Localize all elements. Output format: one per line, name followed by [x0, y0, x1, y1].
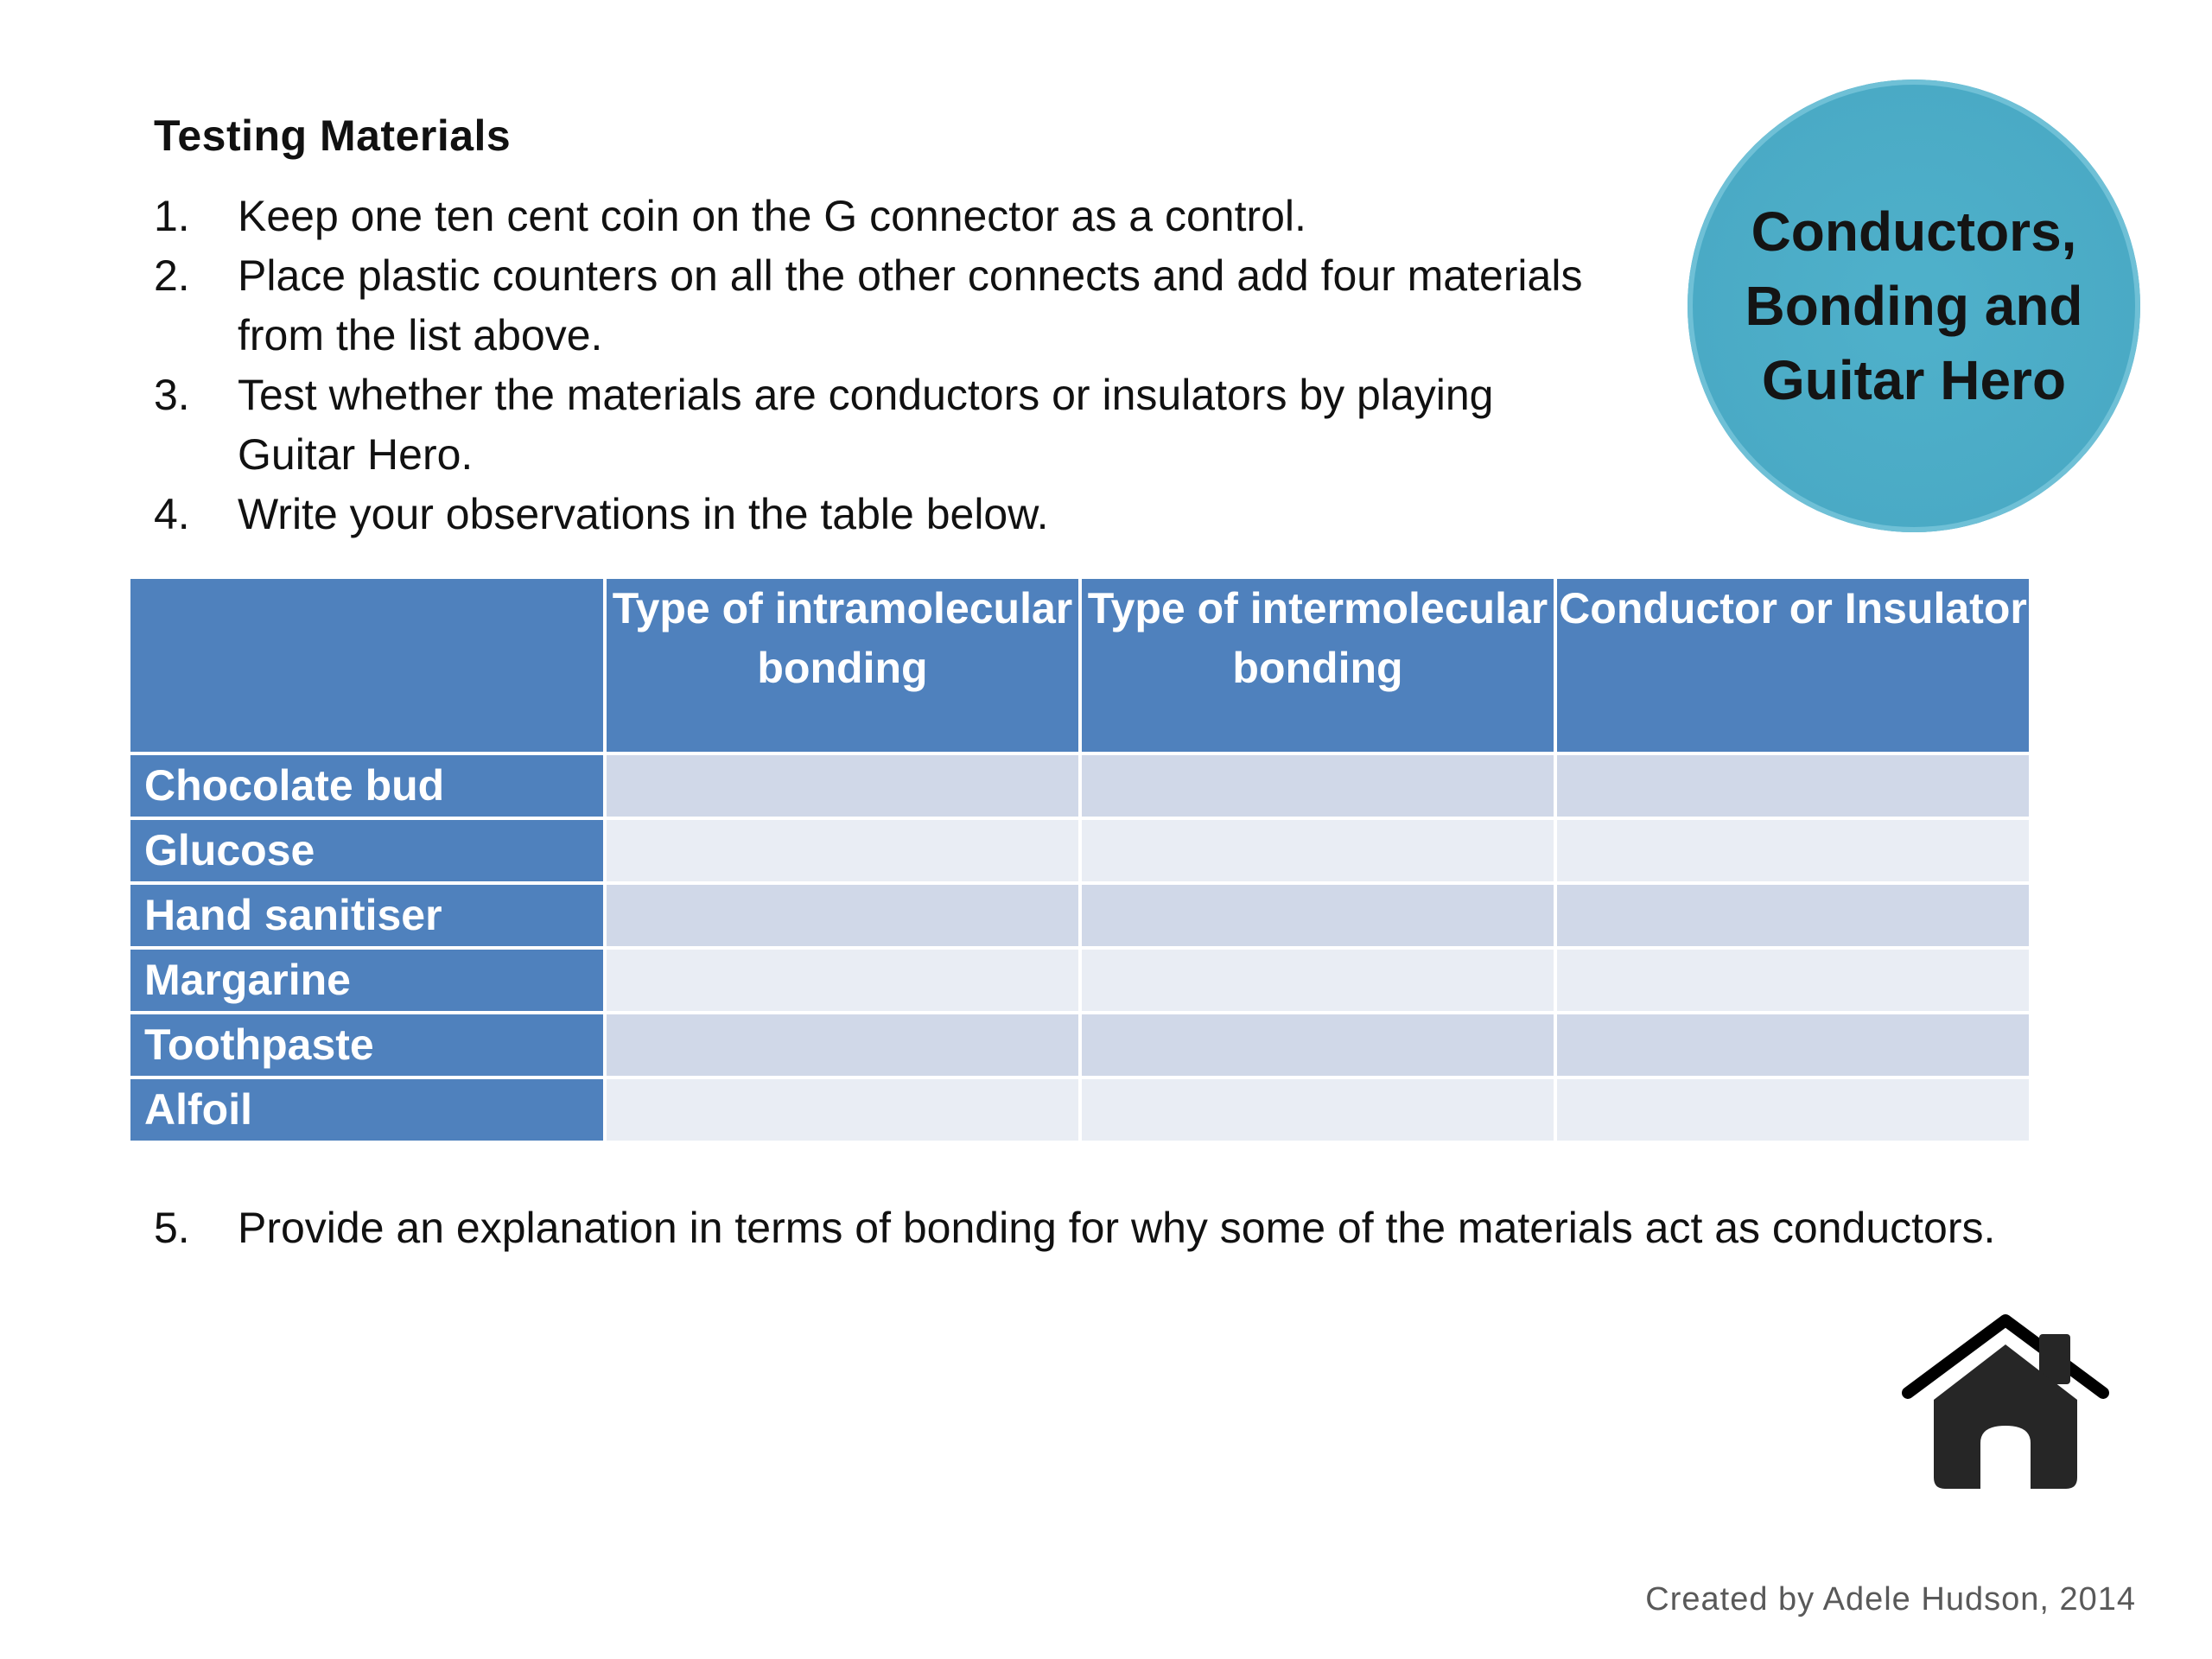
instruction-number: 2. [154, 251, 190, 300]
answer-cell[interactable] [607, 755, 1078, 817]
table-header-blank [130, 579, 603, 752]
table-row [130, 885, 2029, 946]
instruction-number: 1. [154, 192, 190, 240]
table-row [130, 1014, 2029, 1076]
answer-cell[interactable] [607, 820, 1078, 881]
instruction-item-5 [154, 1198, 2141, 1258]
instruction-item [154, 246, 1675, 365]
instruction-item [154, 485, 1675, 544]
answer-cell[interactable] [1557, 885, 2029, 946]
table-header-conductor: Conductor or Insulator [1557, 579, 2029, 752]
table-header-row [130, 579, 2029, 752]
row-label: Hand sanitiser [130, 885, 603, 946]
answer-cell[interactable] [1082, 755, 1554, 817]
instruction-text: Provide an explanation in terms of bonding for why some of the materials act as conductors. [238, 1204, 1996, 1252]
instruction-item [154, 187, 1675, 246]
badge-title: Conductors, Bonding and Guitar Hero [1745, 200, 2083, 411]
instruction-item [154, 365, 1675, 485]
answer-cell[interactable] [1557, 1014, 2029, 1076]
topic-badge [1688, 79, 2140, 532]
table-row [130, 755, 2029, 817]
home-icon-graphic [1901, 1313, 2110, 1491]
answer-cell[interactable] [1082, 820, 1554, 881]
answer-cell[interactable] [1082, 1014, 1554, 1076]
answer-cell[interactable] [1082, 885, 1554, 946]
instruction-number: 3. [154, 371, 190, 419]
table-row [130, 950, 2029, 1011]
answer-cell[interactable] [1557, 820, 2029, 881]
row-label: Toothpaste [130, 1014, 603, 1076]
answer-cell[interactable] [1082, 950, 1554, 1011]
answer-cell[interactable] [1557, 755, 2029, 817]
table-header-intramolecular: Type of intramolecular bonding [607, 579, 1078, 752]
row-label: Margarine [130, 950, 603, 1011]
instruction-text: Keep one ten cent coin on the G connector as a control. [238, 192, 1306, 240]
instruction-number: 4. [154, 490, 190, 538]
row-label: Alfoil [130, 1079, 603, 1141]
table-row [130, 1079, 2029, 1141]
answer-cell[interactable] [607, 885, 1078, 946]
answer-cell[interactable] [607, 1079, 1078, 1141]
row-label: Glucose [130, 820, 603, 881]
instruction-text: Test whether the materials are conductors or insulators by playing Guitar Hero. [238, 371, 1494, 479]
table-row [130, 820, 2029, 881]
row-label: Chocolate bud [130, 755, 603, 817]
instruction-text: Place plastic counters on all the other connects and add four materials from the list above. [238, 251, 1583, 359]
credit-text: Created by Adele Hudson, 2014 [1645, 1581, 2136, 1618]
section-heading: Testing Materials [154, 111, 512, 160]
home-icon[interactable] [1901, 1313, 2110, 1491]
answer-cell[interactable] [1557, 1079, 2029, 1141]
answer-cell[interactable] [1557, 950, 2029, 1011]
instruction-list [154, 187, 1675, 544]
observations-table [127, 575, 2032, 1144]
instruction-text: Write your observations in the table below. [238, 490, 1049, 538]
instruction-number: 5. [154, 1204, 190, 1252]
table-header-intermolecular: Type of intermolecular bonding [1082, 579, 1554, 752]
answer-cell[interactable] [607, 1014, 1078, 1076]
answer-cell[interactable] [1082, 1079, 1554, 1141]
answer-cell[interactable] [607, 950, 1078, 1011]
